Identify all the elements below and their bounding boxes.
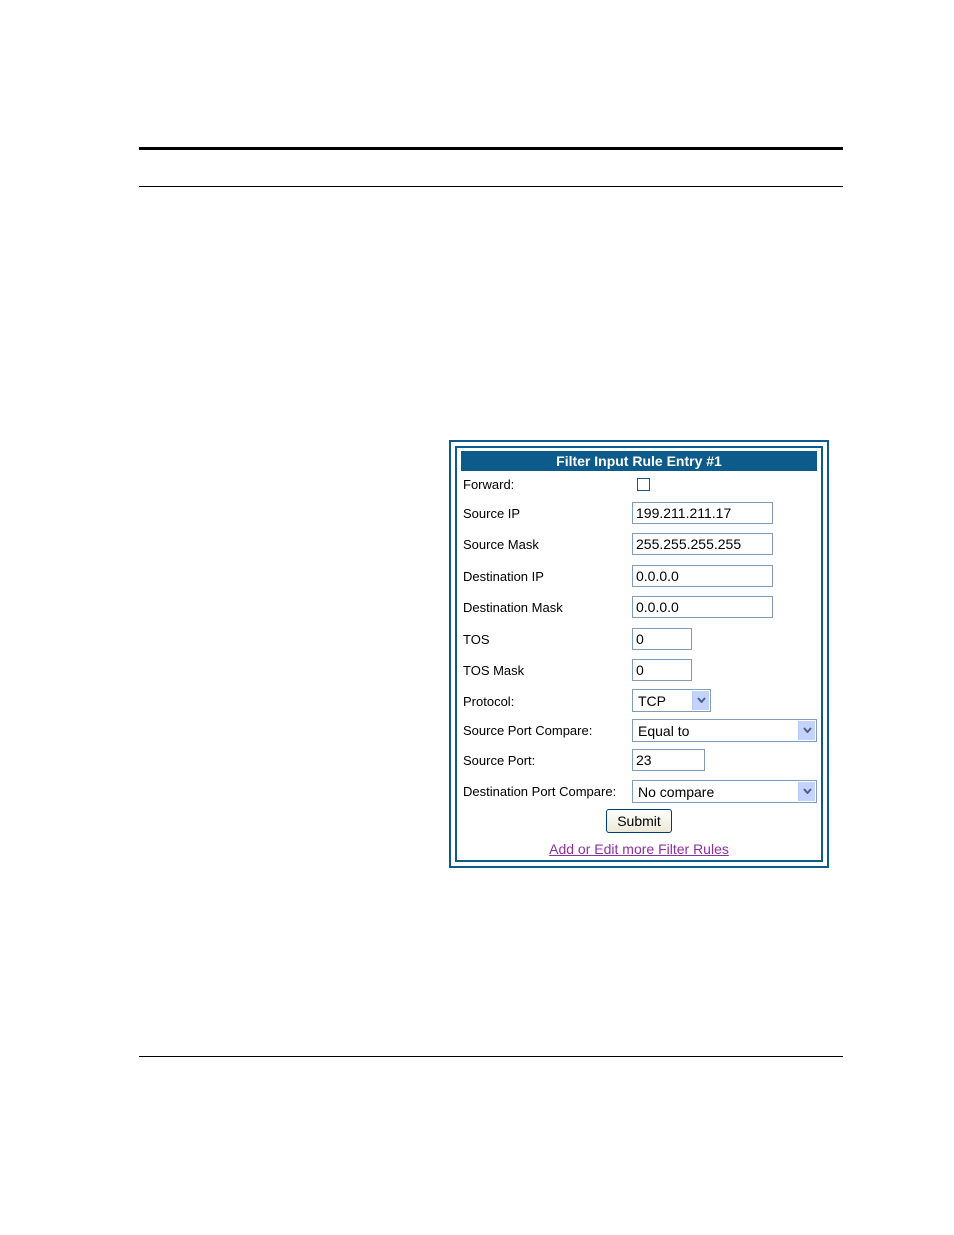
destination-mask-label: Destination Mask [463,600,563,615]
chevron-down-icon[interactable] [692,691,709,710]
source-port-compare-select[interactable] [632,719,817,742]
chevron-down-icon[interactable] [798,782,815,801]
source-ip-label: Source IP [463,506,521,521]
tos-input[interactable]: 0 [632,628,692,650]
tos-mask-input[interactable]: 0 [632,659,692,681]
source-mask-label: Source Mask [463,537,539,552]
source-port-label: Source Port: [463,753,536,768]
destination-port-compare-select[interactable] [632,780,817,803]
destination-port-compare-selected-value: No compare [638,784,715,800]
filter-rule-panel [449,440,829,868]
protocol-label: Protocol: [463,694,515,709]
source-ip-input[interactable]: 199.211.211.17 [632,502,773,524]
forward-checkbox[interactable] [637,478,650,491]
tos-mask-label: TOS Mask [463,663,525,678]
forward-label: Forward: [463,477,515,492]
add-edit-filter-rules-link[interactable]: Add or Edit more Filter Rules [549,841,729,857]
header-rule-thick [139,147,843,150]
source-mask-input[interactable]: 255.255.255.255 [632,533,773,555]
source-port-compare-label: Source Port Compare: [463,723,593,738]
submit-button[interactable]: Submit [606,809,672,833]
chevron-down-icon[interactable] [798,721,815,740]
destination-ip-input[interactable]: 0.0.0.0 [632,565,773,587]
destination-port-compare-label: Destination Port Compare: [463,784,617,799]
header-rule-thin [139,186,843,187]
panel-title: Filter Input Rule Entry #1 [461,451,817,471]
source-port-input[interactable]: 23 [632,749,705,771]
tos-label: TOS [463,632,490,647]
source-port-compare-selected-value: Equal to [638,723,690,739]
destination-ip-label: Destination IP [463,569,544,584]
protocol-select[interactable] [632,689,711,712]
protocol-selected-value: TCP [638,693,666,709]
destination-mask-input[interactable]: 0.0.0.0 [632,596,773,618]
footer-rule [139,1056,843,1057]
